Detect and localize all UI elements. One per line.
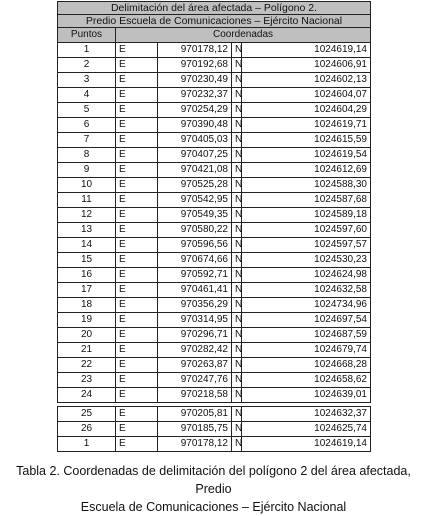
- coordinates-table: [57, 1, 371, 452]
- e-label-cell: E: [116, 437, 158, 452]
- point-cell: 22: [58, 358, 116, 373]
- e-label-cell: E: [116, 148, 158, 163]
- n-label-cell: N: [232, 283, 242, 298]
- e-label-cell: E: [116, 178, 158, 193]
- easting-cell: 970525,28: [158, 178, 232, 193]
- e-label-cell: E: [116, 253, 158, 268]
- point-cell: 23: [58, 373, 116, 388]
- table-header-row: [58, 28, 371, 43]
- northing-cell: 1024604,07: [242, 88, 371, 103]
- caption-line2: Escuela de Comunicaciones – Ejército Nacional: [80, 500, 347, 514]
- northing-cell: 1024639,01: [242, 388, 371, 403]
- table-row: [58, 148, 371, 163]
- table-row: [58, 253, 371, 268]
- e-label-cell: E: [116, 208, 158, 223]
- n-label-cell: N: [232, 178, 242, 193]
- northing-cell: 1024619,14: [242, 437, 371, 452]
- n-label-cell: N: [232, 58, 242, 73]
- northing-cell: 1024597,57: [242, 238, 371, 253]
- easting-cell: 970461,41: [158, 283, 232, 298]
- northing-cell: 1024589,18: [242, 208, 371, 223]
- n-label-cell: N: [232, 163, 242, 178]
- e-label-cell: E: [116, 133, 158, 148]
- easting-cell: 970542,95: [158, 193, 232, 208]
- point-cell: 26: [58, 422, 116, 437]
- northing-cell: 1024697,54: [242, 313, 371, 328]
- northing-cell: 1024679,74: [242, 343, 371, 358]
- easting-cell: 970314,95: [158, 313, 232, 328]
- northing-cell: 1024588,30: [242, 178, 371, 193]
- n-label-cell: N: [232, 103, 242, 118]
- n-label-cell: N: [232, 298, 242, 313]
- point-cell: 20: [58, 328, 116, 343]
- e-label-cell: E: [116, 58, 158, 73]
- point-cell: 24: [58, 388, 116, 403]
- northing-cell: 1024530,23: [242, 253, 371, 268]
- e-label-cell: E: [116, 118, 158, 133]
- table-row: [58, 73, 371, 88]
- table-row: [58, 422, 371, 437]
- easting-cell: 970549,35: [158, 208, 232, 223]
- point-cell: 5: [58, 103, 116, 118]
- table-row: [58, 208, 371, 223]
- n-label-cell: N: [232, 268, 242, 283]
- northing-cell: 1024619,71: [242, 118, 371, 133]
- table-row: [58, 133, 371, 148]
- e-label-cell: E: [116, 193, 158, 208]
- point-cell: 9: [58, 163, 116, 178]
- n-label-cell: N: [232, 388, 242, 403]
- table-row: [58, 268, 371, 283]
- n-label-cell: N: [232, 422, 242, 437]
- easting-cell: 970192,68: [158, 58, 232, 73]
- easting-cell: 970296,71: [158, 328, 232, 343]
- table-row: [58, 313, 371, 328]
- easting-cell: 970356,29: [158, 298, 232, 313]
- northing-cell: 1024625,74: [242, 422, 371, 437]
- easting-cell: 970596,56: [158, 238, 232, 253]
- n-label-cell: N: [232, 133, 242, 148]
- point-cell: 13: [58, 223, 116, 238]
- easting-cell: 970247,76: [158, 373, 232, 388]
- point-cell: 4: [58, 88, 116, 103]
- point-cell: 19: [58, 313, 116, 328]
- e-label-cell: E: [116, 328, 158, 343]
- e-label-cell: E: [116, 373, 158, 388]
- n-label-cell: N: [232, 328, 242, 343]
- easting-cell: 970218,58: [158, 388, 232, 403]
- easting-cell: 970405,03: [158, 133, 232, 148]
- point-cell: 2: [58, 58, 116, 73]
- northing-cell: 1024612,69: [242, 163, 371, 178]
- table-row: [58, 163, 371, 178]
- n-label-cell: N: [232, 223, 242, 238]
- table-row: [58, 223, 371, 238]
- table-title-line2: Predio Escuela de Comunicaciones – Ejército Nacional: [58, 15, 371, 28]
- table-title-row: [58, 2, 371, 15]
- northing-cell: 1024632,37: [242, 407, 371, 422]
- header-coordinates: Coordenadas: [116, 28, 371, 43]
- table-row: [58, 178, 371, 193]
- point-cell: 14: [58, 238, 116, 253]
- e-label-cell: E: [116, 407, 158, 422]
- northing-cell: 1024619,14: [242, 43, 371, 58]
- n-label-cell: N: [232, 208, 242, 223]
- table-row: [58, 88, 371, 103]
- northing-cell: 1024604,29: [242, 103, 371, 118]
- n-label-cell: N: [232, 43, 242, 58]
- table-row: [58, 407, 371, 422]
- n-label-cell: N: [232, 118, 242, 133]
- northing-cell: 1024687,59: [242, 328, 371, 343]
- table-title-line1: Delimitación del área afectada – Polígono 2.: [58, 2, 371, 15]
- point-cell: 18: [58, 298, 116, 313]
- e-label-cell: E: [116, 298, 158, 313]
- table-row: [58, 238, 371, 253]
- point-cell: 16: [58, 268, 116, 283]
- point-cell: 1: [58, 437, 116, 452]
- point-cell: 15: [58, 253, 116, 268]
- northing-cell: 1024615,59: [242, 133, 371, 148]
- e-label-cell: E: [116, 223, 158, 238]
- easting-cell: 970178,12: [158, 43, 232, 58]
- point-cell: 25: [58, 407, 116, 422]
- point-cell: 17: [58, 283, 116, 298]
- n-label-cell: N: [232, 373, 242, 388]
- e-label-cell: E: [116, 43, 158, 58]
- e-label-cell: E: [116, 103, 158, 118]
- point-cell: 3: [58, 73, 116, 88]
- table-row: [58, 298, 371, 313]
- northing-cell: 1024606,91: [242, 58, 371, 73]
- northing-cell: 1024619,54: [242, 148, 371, 163]
- table-caption: [0, 462, 427, 516]
- table-body: [58, 2, 371, 452]
- easting-cell: 970263,87: [158, 358, 232, 373]
- table-title-row-2: [58, 15, 371, 28]
- easting-cell: 970185,75: [158, 422, 232, 437]
- e-label-cell: E: [116, 388, 158, 403]
- easting-cell: 970230,49: [158, 73, 232, 88]
- e-label-cell: E: [116, 73, 158, 88]
- caption-line1: Tabla 2. Coordenadas de delimitación del polígono 2 del área afectada, Predio: [16, 464, 411, 496]
- e-label-cell: E: [116, 358, 158, 373]
- easting-cell: 970254,29: [158, 103, 232, 118]
- table-row: [58, 193, 371, 208]
- table-row: [58, 328, 371, 343]
- easting-cell: 970178,12: [158, 437, 232, 452]
- point-cell: 11: [58, 193, 116, 208]
- table-row: [58, 58, 371, 73]
- northing-cell: 1024668,28: [242, 358, 371, 373]
- easting-cell: 970674,66: [158, 253, 232, 268]
- northing-cell: 1024624,98: [242, 268, 371, 283]
- n-label-cell: N: [232, 358, 242, 373]
- n-label-cell: N: [232, 343, 242, 358]
- table-row: [58, 43, 371, 58]
- easting-cell: 970282,42: [158, 343, 232, 358]
- e-label-cell: E: [116, 238, 158, 253]
- n-label-cell: N: [232, 238, 242, 253]
- table-row: [58, 103, 371, 118]
- n-label-cell: N: [232, 313, 242, 328]
- n-label-cell: N: [232, 193, 242, 208]
- northing-cell: 1024734,96: [242, 298, 371, 313]
- e-label-cell: E: [116, 283, 158, 298]
- table-row: [58, 118, 371, 133]
- n-label-cell: N: [232, 148, 242, 163]
- northing-cell: 1024632,58: [242, 283, 371, 298]
- table-row: [58, 358, 371, 373]
- table-row: [58, 343, 371, 358]
- easting-cell: 970421,08: [158, 163, 232, 178]
- table-row: [58, 437, 371, 452]
- easting-cell: 970232,37: [158, 88, 232, 103]
- point-cell: 10: [58, 178, 116, 193]
- table-row: [58, 283, 371, 298]
- e-label-cell: E: [116, 268, 158, 283]
- easting-cell: 970390,48: [158, 118, 232, 133]
- e-label-cell: E: [116, 163, 158, 178]
- n-label-cell: N: [232, 73, 242, 88]
- n-label-cell: N: [232, 407, 242, 422]
- point-cell: 7: [58, 133, 116, 148]
- point-cell: 1: [58, 43, 116, 58]
- point-cell: 12: [58, 208, 116, 223]
- coordinates-table-wrapper: [57, 1, 371, 452]
- table-row: [58, 388, 371, 403]
- easting-cell: 970592,71: [158, 268, 232, 283]
- n-label-cell: N: [232, 88, 242, 103]
- e-label-cell: E: [116, 313, 158, 328]
- northing-cell: 1024602,13: [242, 73, 371, 88]
- point-cell: 21: [58, 343, 116, 358]
- e-label-cell: E: [116, 343, 158, 358]
- e-label-cell: E: [116, 422, 158, 437]
- northing-cell: 1024597,60: [242, 223, 371, 238]
- n-label-cell: N: [232, 437, 242, 452]
- header-points: Puntos: [58, 28, 116, 43]
- table-row: [58, 373, 371, 388]
- e-label-cell: E: [116, 88, 158, 103]
- northing-cell: 1024587,68: [242, 193, 371, 208]
- point-cell: 8: [58, 148, 116, 163]
- easting-cell: 970205,81: [158, 407, 232, 422]
- easting-cell: 970580,22: [158, 223, 232, 238]
- easting-cell: 970407,25: [158, 148, 232, 163]
- n-label-cell: N: [232, 253, 242, 268]
- point-cell: 6: [58, 118, 116, 133]
- northing-cell: 1024658,62: [242, 373, 371, 388]
